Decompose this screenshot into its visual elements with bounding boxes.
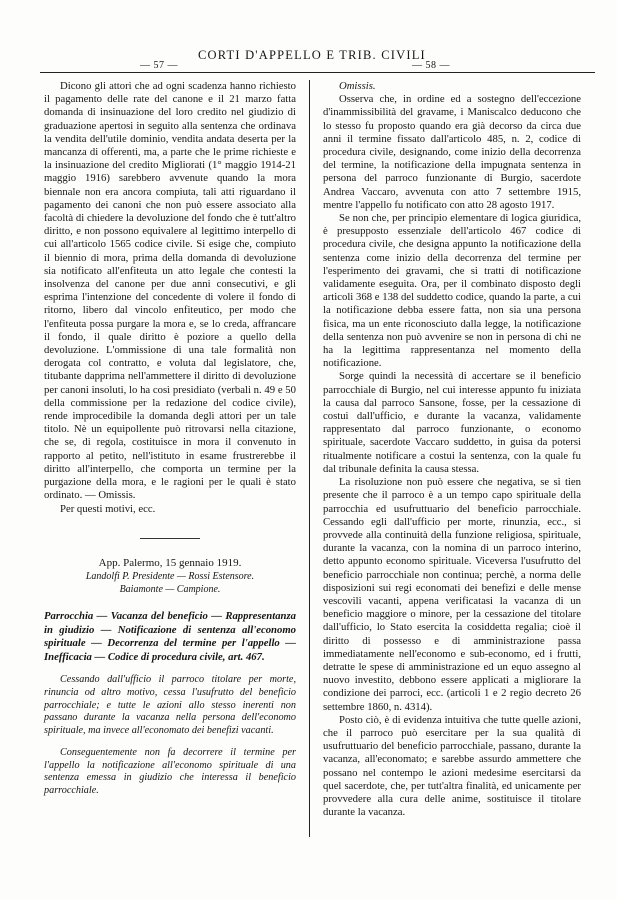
left-column [44, 80, 296, 798]
case-summary: Parrocchia — Vacanza del beneficio — Rappresentanza in giudizio — Notificazione di sentenza all'economo spirituale — Decorrenza del termine per l'appello — Inefficacia — Codice di procedura civile, art. 467. [44, 610, 296, 663]
right-column [323, 80, 581, 819]
judges-line: Baiamonte — Campione. [119, 584, 221, 596]
body-paragraph: Se non che, per principio elementare di logica giuridica, è presupposto essenziale dell'articolo 467 codice di procedura civile, che designa appunto la notificazione della sentenza come inizio della decorrenza del termine per l'esperimento dei gravami, che si tratti di notificazione validamente eseguita. Ora, per il combinato disposto degli articoli 368 e 138 del suddetto codice, quando la parte, a cui la notificazione debba essere fatta, non sia una persona fisica, ma un ente riconosciuto dalla legge, la notificazione della sentenza non può avvenire se non in persona di chi ne ha la legittima rappresentanza nel momento della notificazione. [323, 212, 581, 370]
legal-maxim: Cessando dall'ufficio il parroco titolare per morte, rinuncia od altro motivo, cessa l'usufrutto del beneficio parrocchiale; e tutte le azioni allo stesso inerenti non passano durante la vacanza nella persona dell'economo spirituale, ma invece all'economato dei benefizi vacanti. [44, 674, 296, 736]
body-paragraph: Sorge quindi la necessità di accertare se il beneficio parrocchiale di Burgio, nel cui interesse appunto fu iniziata la causa dal parroco Sansone, fosse, per la cessazione di costui dall'ufficio, e durante la vacanza, validamente rappresentato dal parroco funzionante, o economo spirituale, sacerdote Vaccaro suddetto, in guisa da potersi ritualmente notificare a costui la sentenza, con la quale fu dal tribunale definita la causa stessa. [323, 370, 581, 475]
page-number-right: — 58 — [412, 60, 450, 71]
judges-line: Landolfi P. Presidente — Rossi Estensore. [85, 570, 255, 582]
section-divider [140, 538, 200, 539]
body-paragraph: Dicono gli attori che ad ogni scadenza hanno richiesto il pagamento delle rate del canone e il 21 marzo fatta domanda di insinuazione del loro credito nel giudizio di graduazione apertosi in seguito alla sentenza che ordinava la vendita dell'utile dominio, vendita andata deserta per la mancanza di offerenti, ma, a parte che le prime richieste e la insinuazione del credito Migliorati (1° maggio 1914-21 maggio 1916) sarebbero avvenute quando la mora biennale non era ancora compiuta, tali atti riguardano il pagamento dei canoni che non può essere associato alla facoltà di chiedere la devoluzione del fondo che è tutt'altro diritto, e non possono equivalere al legittimo interpello di cui all'articolo 1565 codice civile. Si esige che, compiuto il biennio di mora, prima della domanda di devoluzione sia notificato all'enfiteuta un atto legale che contesti la insolvenza del canone per due anni consecutivi, e gli esprima l'intenzione del concedente di volere il fondo di ritorno, libero dal vincolo enfiteutico, per modo che l'enfiteuta possa purgare la mora e, se lo creda, affrancare il fondo, il quale diritto è poziore a quello della devoluzione. L'ommissione di una tale formalità non derogata col contratto, e voluta dal legislatore, che, titubante dapprima nell'ammettere il diritto di devoluzione per canoni insoluti, lo ha così presidiato (verbali n. 49 e 50 della commissione per la redazione del codice civile), rende improcedibile la domanda degli attori per un tale titolo. Nè un equipollente può ritrovarsi nella citazione, che se, di regola, costituisce in mora il convenuto in rapporto al petito, nell'istituto in esame frustrerebbe il diritto all'interpello, che comporta un termine per la purgazione della mora, e le ragioni per le quali è stato ordinato. — Omissis. [44, 80, 296, 502]
page-header [0, 0, 617, 80]
header-rule [40, 72, 595, 73]
court-citation: App. Palermo, 15 gennaio 1919. [98, 556, 242, 569]
body-paragraph: Osserva che, in ordine ed a sostegno dell'eccezione d'inammissibilità del gravame, i Maniscalco deducono che lo stesso fu proposto quando era già decorso da circa due anni il termine fissato dall'articolo 485, n. 2, codice di procedura civile, designando, come inizio della decorrenza del termine, la notificazione della impugnata sentenza in persona del parroco funzionante di Burgio, sacerdote Andrea Vaccaro, avvenuta con atto 7 settembre 1915, mentre l'appello fu notificato con atto 28 agosto 1917. [323, 93, 581, 211]
running-title: CORTI D'APPELLO E TRIB. CIVILI [198, 48, 426, 62]
body-paragraph: Per questi motivi, ecc. [60, 502, 156, 515]
omissis-note: Omissis. [339, 80, 376, 92]
body-paragraph: Posto ciò, è di evidenza intuitiva che tutte quelle azioni, che il parroco può esercitare per la sua qualità di usufruttuario del beneficio parrocchiale, passano, durante la vacanza, all'economato; e sarebbe assurdo ammettere che possano nel contempo le azioni medesime esercitarsi da quel sacerdote, che, per tutt'altra finalità, ed unicamente per provvedere alla cura delle anime, sostituisce il titolare durante la vacanza. [323, 713, 581, 819]
column-divider [309, 80, 310, 837]
legal-maxim: Conseguentemente non fa decorrere il termine per l'appello la notificazione all'economo spirituale di una sentenza emessa in giudizio che interessa il beneficio parrocchiale. [44, 747, 296, 797]
page-number-left: — 57 — [140, 60, 178, 71]
body-paragraph: La risoluzione non può essere che negativa, se si tien presente che il parroco è a un tempo capo spirituale della parrocchia ed usufruttuario del beneficio parrocchiale. Cessando egli dall'ufficio per morte, rinunzia, ecc., si provvede alla continuità della funzione religiosa, spirituale, durante la vacanza, con la nomina di un parroco interino, detto appunto economo spirituale. Viceversa l'usufrutto del beneficio parrocchiale non continua; perchè, a norma delle disposizioni sui regi economati dei benefizi e delle mense vescovili vacanti, appena verificatasi la vacanza di un beneficio maggiore o minore, per la cessazione del titolare dall'ufficio, lo Stato esercita la cosiddetta regalia; cioè il diritto di possesso e di amministrazione passa immediatamente nell'economo e sub-economo, ed i frutti, detratte le spese di amministrazione ed un equo assegno al nuovo investito, debbono essere applicati a migliorare la condizione dei parroci, ecc. (articoli 1 e 2 regio decreto 26 settembre 1860, n. 4314). [323, 476, 581, 713]
